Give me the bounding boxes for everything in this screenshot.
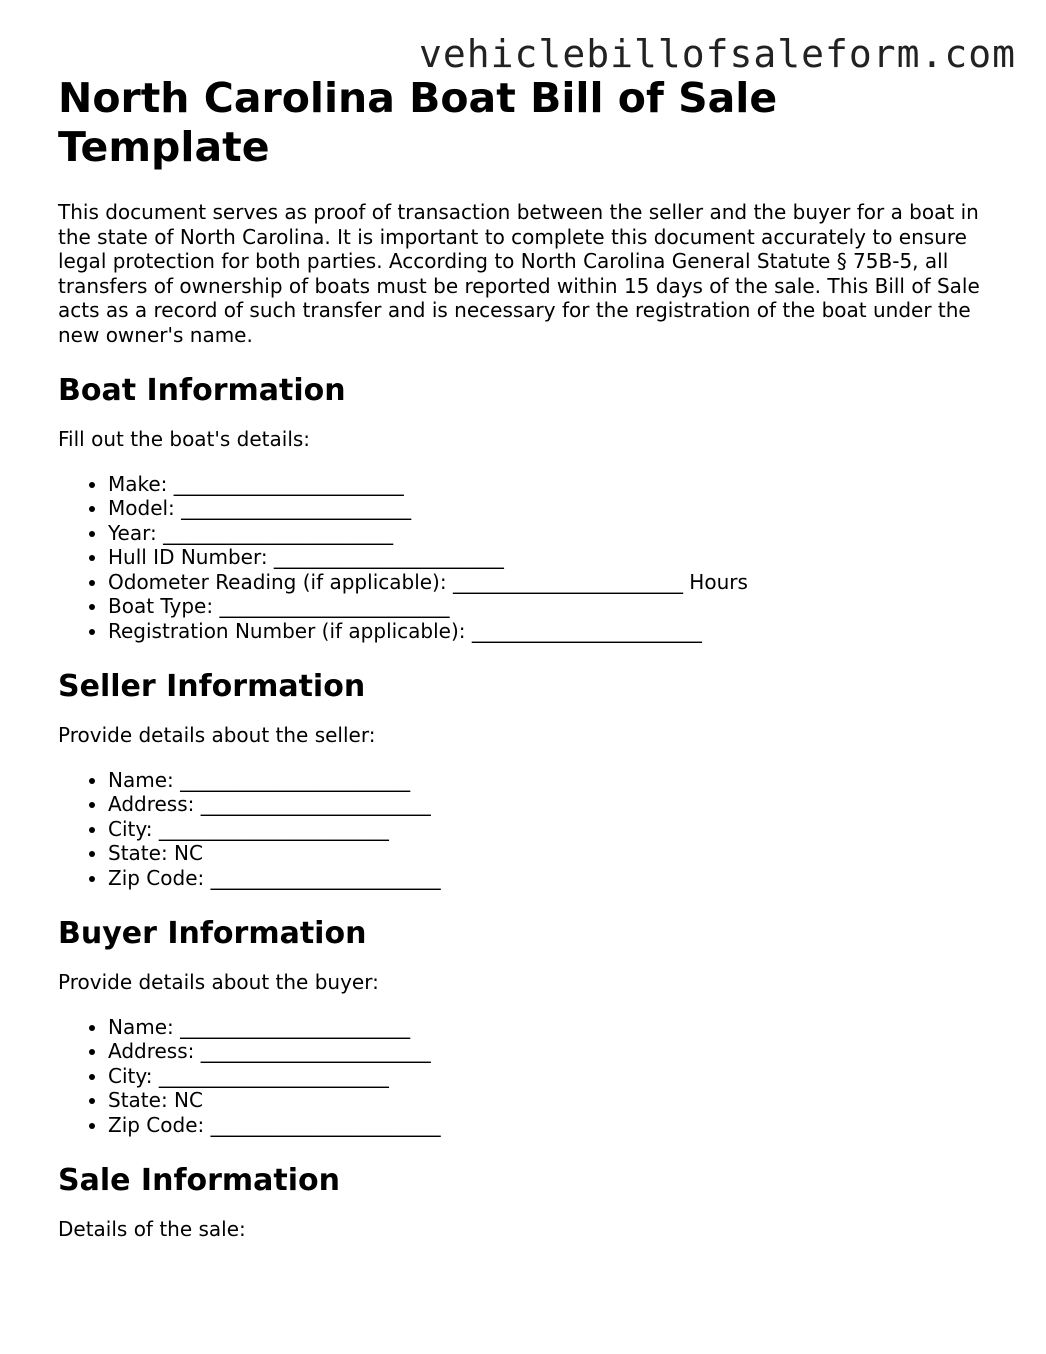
buyer-information-lead: Provide details about the buyer: [58,970,379,994]
boat-information-heading: Boat Information [58,373,346,408]
seller-information-list [58,768,998,891]
watermark: vehiclebillofsaleform.com [419,32,1016,76]
buyer-state-field: • State: NC [108,1088,998,1113]
page-title: North Carolina Boat Bill of Sale Template [58,74,778,171]
buyer-address-field[interactable]: • Address: _______________________ [108,1039,998,1064]
boat-hull-id-field[interactable]: • Hull ID Number: _______________________ [108,545,998,570]
boat-registration-field[interactable]: • Registration Number (if applicable): _______________________ [108,619,998,644]
seller-information-lead: Provide details about the seller: [58,723,376,747]
boat-information-section [58,373,998,643]
seller-information-heading: Seller Information [58,669,366,704]
seller-state-field: • State: NC [108,841,998,866]
sale-information-heading: Sale Information [58,1163,340,1198]
buyer-information-section [58,916,998,1137]
boat-information-list [58,472,998,644]
intro-paragraph: This document serves as proof of transaction between the seller and the buyer for a boat in the state of North Carolina. It is important to complete this document accurately to ensure legal protection for both parties. According to North Carolina General Statute § 75B-5, all transfers of ownership of boats must be reported within 15 days of the sale. This Bill of Sale acts as a record of such transfer and is necessary for the registration of the boat under the new owner's name. [58,200,980,347]
buyer-information-list [58,1015,998,1138]
buyer-information-heading: Buyer Information [58,916,367,951]
document-body [58,74,998,1262]
seller-zip-field[interactable]: • Zip Code: _______________________ [108,866,998,891]
sale-information-section [58,1163,998,1242]
seller-information-section [58,669,998,890]
boat-information-lead: Fill out the boat's details: [58,427,311,451]
seller-name-field[interactable]: • Name: _______________________ [108,768,998,793]
boat-odometer-field[interactable]: • Odometer Reading (if applicable): _______________________ Hours [108,570,998,595]
boat-make-field[interactable]: • Make: _______________________ [108,472,998,497]
boat-model-field[interactable]: • Model: _______________________ [108,496,998,521]
buyer-city-field[interactable]: • City: _______________________ [108,1064,998,1089]
boat-type-field[interactable]: • Boat Type: _______________________ [108,594,998,619]
seller-address-field[interactable]: • Address: _______________________ [108,792,998,817]
buyer-zip-field[interactable]: • Zip Code: _______________________ [108,1113,998,1138]
seller-city-field[interactable]: • City: _______________________ [108,817,998,842]
boat-year-field[interactable]: • Year: _______________________ [108,521,998,546]
sale-information-lead: Details of the sale: [58,1217,246,1241]
buyer-name-field[interactable]: • Name: _______________________ [108,1015,998,1040]
